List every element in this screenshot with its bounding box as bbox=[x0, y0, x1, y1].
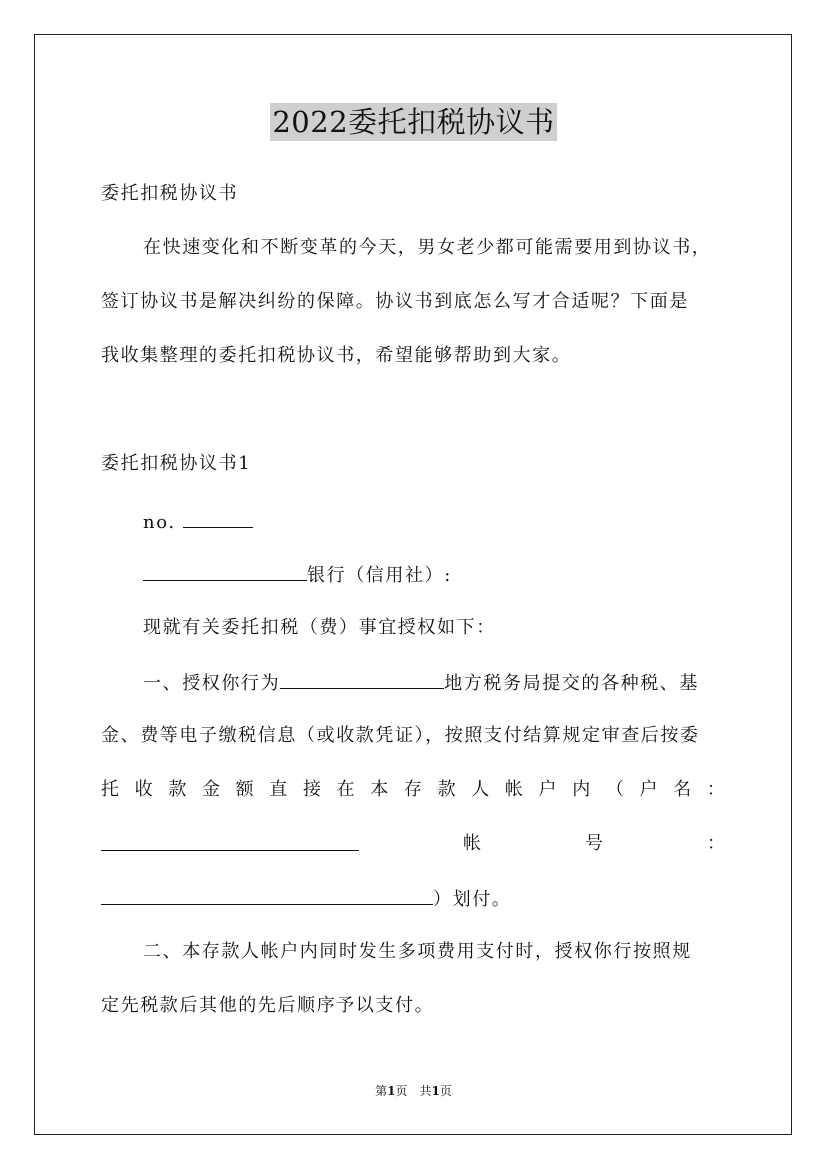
page-footer bbox=[0, 1083, 827, 1099]
char: 户 bbox=[639, 779, 658, 800]
clause2-line-2: 定先税款后其他的先后顺序予以支付。 bbox=[101, 995, 435, 1016]
char: 帐 bbox=[504, 779, 523, 800]
footer-suffix: 页 bbox=[439, 1084, 452, 1098]
title-container bbox=[0, 103, 827, 141]
colon: ： bbox=[707, 833, 725, 854]
char: 本 bbox=[370, 779, 389, 800]
clause1-prefix: 一、授权你行为 bbox=[143, 673, 281, 694]
bank-suffix: 银行（信用社）: bbox=[307, 565, 452, 586]
bank-line bbox=[143, 562, 452, 588]
no-label: no. bbox=[143, 512, 176, 533]
char: 人 bbox=[471, 779, 490, 800]
char: 在 bbox=[336, 779, 355, 800]
clause1-suffix: 地方税务局提交的各种税、基 bbox=[444, 673, 700, 694]
intro-line-2: 签订协议书是解决纠纷的保障。协议书到底怎么写才合适呢？下面是 bbox=[101, 291, 689, 312]
no-blank bbox=[183, 509, 253, 528]
char: 收 bbox=[134, 779, 153, 800]
account-label: 帐 bbox=[463, 833, 481, 854]
no-line bbox=[143, 509, 253, 535]
heading: 委托扣税协议书 bbox=[101, 183, 239, 204]
char: 款 bbox=[437, 779, 456, 800]
account-number-blank bbox=[101, 886, 433, 905]
section-heading: 委托扣税协议书1 bbox=[101, 453, 252, 474]
char: 名 bbox=[673, 779, 692, 800]
footer-mid: 页 共 bbox=[395, 1084, 432, 1098]
footer-prefix: 第 bbox=[375, 1084, 388, 1098]
bank-blank bbox=[143, 562, 307, 581]
clause1-line-4 bbox=[101, 832, 725, 856]
clause1-line-2: 金、费等电子缴税信息（或收款凭证），按照支付结算规定审查后按委 bbox=[101, 725, 700, 746]
char: 直 bbox=[269, 779, 288, 800]
char: 户 bbox=[538, 779, 557, 800]
clause1-line-3 bbox=[101, 778, 725, 802]
char: 存 bbox=[403, 779, 422, 800]
char: 额 bbox=[235, 779, 254, 800]
char: （ bbox=[605, 779, 624, 800]
total-pages: 1 bbox=[431, 1084, 440, 1098]
char: 接 bbox=[302, 779, 321, 800]
char: 款 bbox=[168, 779, 187, 800]
char: 托 bbox=[101, 779, 119, 800]
page-number: 1 bbox=[387, 1084, 396, 1098]
char: 金 bbox=[201, 779, 220, 800]
char: ： bbox=[706, 779, 725, 800]
number-label: 号 bbox=[585, 833, 603, 854]
account-name-blank bbox=[101, 832, 359, 851]
document-title: 2022委托扣税协议书 bbox=[272, 105, 555, 139]
intro-line-1: 在快速变化和不断变革的今天，男女老少都可能需要用到协议书， bbox=[143, 237, 712, 258]
char: 内 bbox=[572, 779, 591, 800]
clause1-line-1 bbox=[143, 670, 699, 696]
clause1-line5-suffix: ）划付。 bbox=[433, 889, 512, 910]
clause1-line-5 bbox=[101, 886, 511, 912]
authorize-intro: 现就有关委托扣税（费）事宜授权如下： bbox=[143, 617, 496, 638]
clause2-line-1: 二、本存款人帐户内同时发生多项费用支付时，授权你行按照规 bbox=[143, 941, 692, 962]
intro-line-3: 我收集整理的委托扣税协议书，希望能够帮助到大家。 bbox=[101, 345, 572, 366]
clause1-blank bbox=[280, 670, 444, 689]
